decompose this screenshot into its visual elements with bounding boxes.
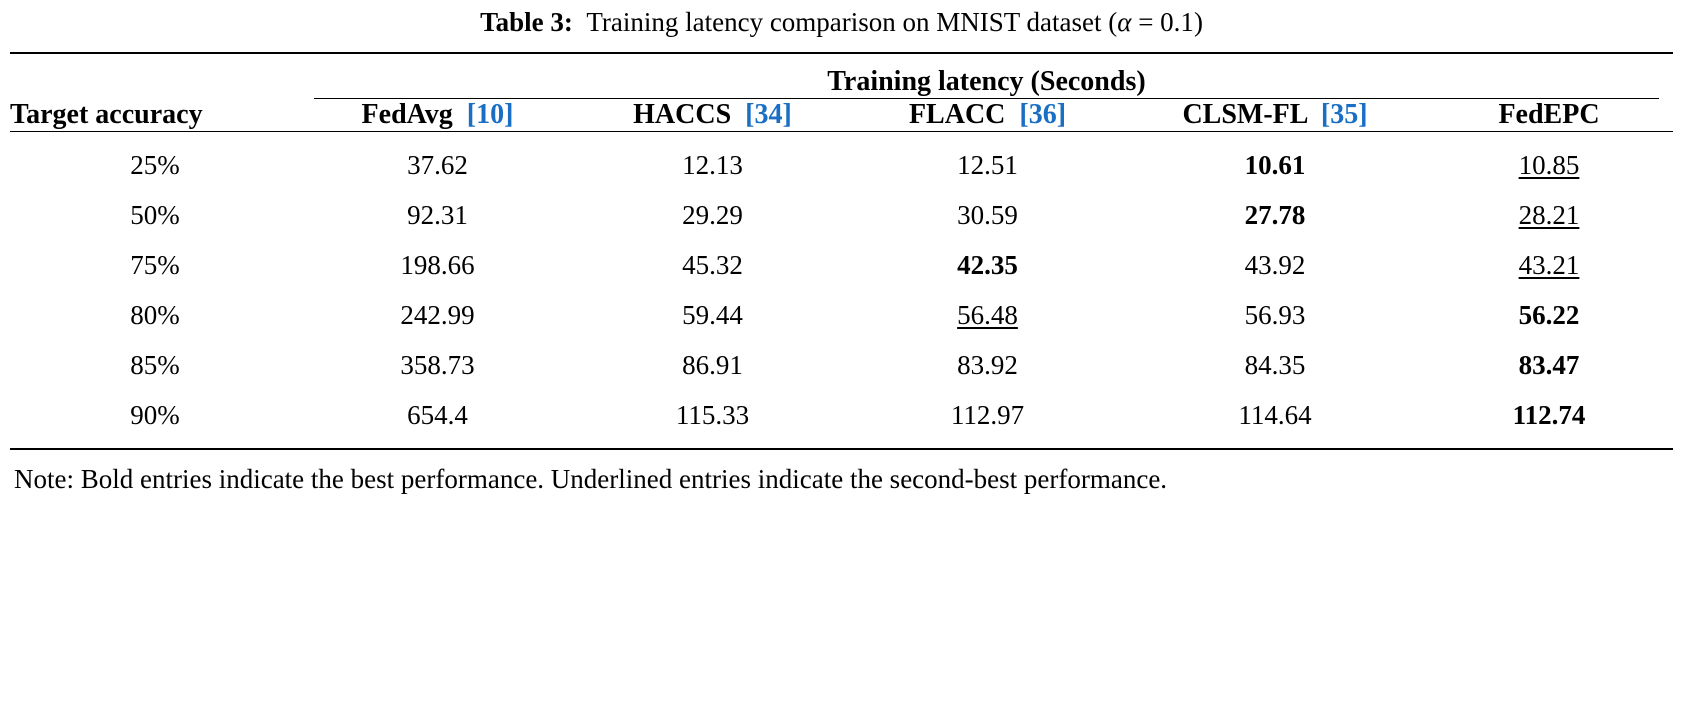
table-row <box>10 340 1673 390</box>
cell-value-best: 56.22 <box>1518 300 1580 331</box>
table-row <box>10 190 1673 240</box>
table-caption <box>10 0 1673 38</box>
table-row <box>10 240 1673 290</box>
column-header-haccs <box>575 99 850 131</box>
group-header-row <box>10 66 1673 98</box>
cell-value: 115.33 <box>675 400 750 431</box>
cell-value: 12.13 <box>682 150 743 181</box>
cell-value: 83.92 <box>957 350 1018 381</box>
cell-value-best: 10.61 <box>1244 150 1306 181</box>
cell-value: 654.4 <box>407 400 468 431</box>
cell-value: 358.73 <box>400 350 475 381</box>
column-header-flacc <box>850 99 1125 131</box>
citation-ref-10[interactable]: [10] <box>466 99 514 131</box>
cell-value: 92.31 <box>407 200 468 231</box>
column-header-fedepc-name: FedEPC <box>1498 99 1600 131</box>
caption-label: Table 3: <box>480 7 573 37</box>
cell-value-second-best: 10.85 <box>1518 150 1580 181</box>
caption-alpha-symbol: α <box>1117 7 1132 37</box>
footer-spacer <box>10 440 1673 448</box>
cell-value-best: 112.74 <box>1512 400 1586 431</box>
cell-value: 45.32 <box>682 250 743 281</box>
cell-value-best: 27.78 <box>1244 200 1306 231</box>
cell-value-best: 42.35 <box>957 250 1018 281</box>
column-header-fedavg-name: FedAvg <box>361 99 453 131</box>
caption-text-after: ) <box>1193 7 1203 37</box>
body-spacer <box>10 132 1673 140</box>
cell-value: 37.62 <box>407 150 468 181</box>
cell-value: 29.29 <box>682 200 743 231</box>
cell-value: 30.59 <box>957 200 1018 231</box>
table-row <box>10 290 1673 340</box>
cell-value-second-best: 43.21 <box>1518 250 1580 281</box>
cell-value: 59.44 <box>682 300 743 331</box>
group-header-label: Training latency (Seconds) <box>827 66 1146 98</box>
row-accuracy: 25% <box>130 150 180 181</box>
citation-ref-35[interactable]: [35] <box>1320 99 1368 131</box>
citation-ref-36[interactable]: [36] <box>1019 99 1067 131</box>
cell-value: 84.35 <box>1244 350 1306 381</box>
cell-value: 112.97 <box>950 400 1025 431</box>
cell-value: 56.93 <box>1244 300 1306 331</box>
cell-value: 198.66 <box>400 250 475 281</box>
citation-ref-34[interactable]: [34] <box>745 99 792 131</box>
table-row <box>10 390 1673 440</box>
row-accuracy: 75% <box>130 250 180 281</box>
row-accuracy: 85% <box>130 350 180 381</box>
column-header-clsmfl <box>1125 99 1425 131</box>
row-accuracy: 80% <box>130 300 180 331</box>
row-accuracy: 90% <box>130 400 180 431</box>
header-spacer <box>10 54 1673 66</box>
latency-table <box>10 52 1673 450</box>
cell-value: 114.64 <box>1238 400 1312 431</box>
table-row <box>10 140 1673 190</box>
cell-value: 242.99 <box>400 300 475 331</box>
table-note: Note: Bold entries indicate the best performance. Underlined entries indicate the second-best performance. <box>14 464 1168 495</box>
column-header-fedepc <box>1425 99 1673 131</box>
cell-value-second-best: 28.21 <box>1518 200 1580 231</box>
cell-value: 43.92 <box>1244 250 1306 281</box>
column-header-clsmfl-name: CLSM-FL <box>1182 99 1307 131</box>
caption-text-mid: = 0.1 <box>1131 7 1194 37</box>
column-header-flacc-name: FLACC <box>908 99 1006 131</box>
cell-value: 86.91 <box>682 350 743 381</box>
row-accuracy: 50% <box>130 200 180 231</box>
table-bottom-rule <box>10 448 1673 450</box>
caption-text-before: Training latency comparison on MNIST dataset ( <box>586 7 1118 37</box>
cell-value-best: 83.47 <box>1518 350 1580 381</box>
column-header-fedavg <box>300 99 575 131</box>
stub-header: Target accuracy <box>10 99 203 131</box>
cell-value: 12.51 <box>957 150 1018 181</box>
column-header-haccs-name: HACCS <box>633 99 732 131</box>
cell-value-second-best: 56.48 <box>957 300 1018 331</box>
